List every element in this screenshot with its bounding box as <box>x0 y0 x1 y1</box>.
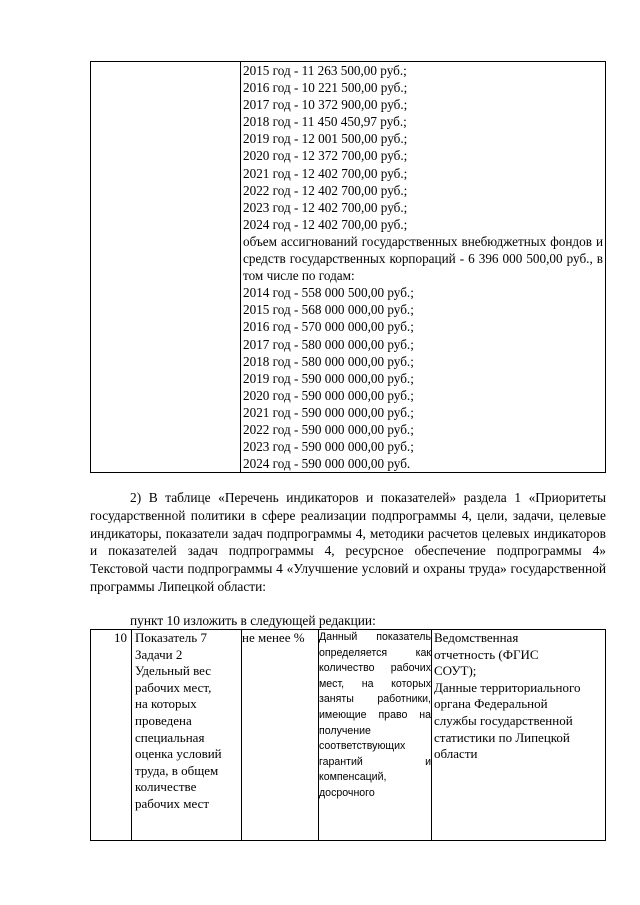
funding-year-line: 2023 год - 590 000 000,00 руб.; <box>243 439 414 455</box>
indicator-text-line: рабочих мест <box>135 795 210 811</box>
funding-year-line: 2016 год - 10 221 500,00 руб.; <box>243 80 408 96</box>
funding-year-line: 2015 год - 11 263 500,00 руб.; <box>243 63 407 78</box>
indicator-text-line: Удельный вес <box>135 663 212 679</box>
table-row <box>91 62 606 473</box>
source-text-line: службы государственной <box>434 712 573 728</box>
funding-year-line: 2019 год - 590 000 000,00 руб.; <box>243 370 414 386</box>
source-text-line: Ведомственная <box>434 630 519 645</box>
funding-lines-b <box>243 284 603 472</box>
source-text-line: статистики по Липецкой <box>434 729 570 745</box>
funding-year-line: 2020 год - 12 372 700,00 руб.; <box>243 148 408 164</box>
indicator-text-line: Показатель 7 <box>135 630 207 645</box>
funding-year-line: 2019 год - 12 001 500,00 руб.; <box>243 131 408 147</box>
indicator-text-line: специальная <box>135 729 205 745</box>
funding-values-cell <box>241 62 606 473</box>
funding-year-line: 2022 год - 590 000 000,00 руб.; <box>243 421 414 437</box>
funding-description: объем ассигнований государственных внебюджетных фондов и средств государственных корпораций - 6 396 000 500,00 руб., в том числе по годам: <box>243 233 603 284</box>
funding-year-line: 2016 год - 570 000 000,00 руб.; <box>243 319 414 335</box>
funding-year-line: 2024 год - 590 000 000,00 руб. <box>243 456 411 472</box>
source-text-line: отчетность (ФГИС <box>434 646 539 662</box>
funding-year-line: 2021 год - 590 000 000,00 руб.; <box>243 404 414 420</box>
indicator-text-line: проведена <box>135 712 192 728</box>
indicator-text-line: труда, в общем <box>135 762 219 778</box>
funding-year-line: 2022 год - 12 402 700,00 руб.; <box>243 182 408 198</box>
unit-cell: не менее % <box>242 630 319 841</box>
source-text-line: области <box>434 746 478 762</box>
empty-label-cell <box>91 62 241 473</box>
source-cell <box>432 630 606 841</box>
row-number: 10 <box>91 630 132 841</box>
funding-year-line: 2017 год - 10 372 900,00 руб.; <box>243 97 408 113</box>
point-instruction: пункт 10 изложить в следующей редакции: <box>130 613 376 628</box>
funding-year-line: 2021 год - 12 402 700,00 руб.; <box>243 165 408 181</box>
funding-year-line: 2018 год - 580 000 000,00 руб.; <box>243 353 414 369</box>
funding-year-line: 2015 год - 568 000 000,00 руб.; <box>243 302 414 318</box>
description-cell: Данный показатель определяется как количество рабочих мест, на которых заняты работники, имеющие право на получение соответствующих гарантий и компенсаций, досрочного <box>319 630 432 841</box>
indicator-text-line: Задачи 2 <box>135 646 183 662</box>
table-row <box>91 630 606 841</box>
indicator-text-line: оценка условий <box>135 746 222 762</box>
funding-year-line: 2014 год - 558 000 500,00 руб.; <box>243 285 414 301</box>
indicator-text-line: рабочих мест, <box>135 679 212 695</box>
funding-year-line: 2018 год - 11 450 450,97 руб.; <box>243 114 407 130</box>
source-text-line: СОУТ); <box>434 663 477 679</box>
amendment-paragraph <box>90 489 606 596</box>
indicator-name-cell <box>132 630 242 841</box>
source-text-line: Данные территориального <box>434 679 581 695</box>
indicator-text-line: количестве <box>135 779 197 795</box>
funding-year-line: 2024 год - 12 402 700,00 руб.; <box>243 216 408 232</box>
funding-lines-a <box>243 62 603 233</box>
source-text-line: органа Федеральной <box>434 696 548 712</box>
indicator-table <box>90 629 606 841</box>
paragraph-text: 2) В таблице «Перечень индикаторов и показателей» раздела 1 «Приоритеты государственной политики в сфере реализации подпрограммы 4, цели, задачи, целевые индикаторы, показатели задач подпрограммы 4, методики расчетов целевых индикаторов и показателей задач подпрограммы 4, ресурсное обеспечение подпрограммы 4» Текстовой части подпрограммы 4 «Улучшение условий и охраны труда» государственной программы Липецкой области: <box>90 490 606 594</box>
funding-year-line: 2017 год - 580 000 000,00 руб.; <box>243 336 414 352</box>
funding-year-line: 2020 год - 590 000 000,00 руб.; <box>243 387 414 403</box>
indicator-text-line: на которых <box>135 696 197 712</box>
funding-table <box>90 61 606 473</box>
funding-year-line: 2023 год - 12 402 700,00 руб.; <box>243 199 408 215</box>
